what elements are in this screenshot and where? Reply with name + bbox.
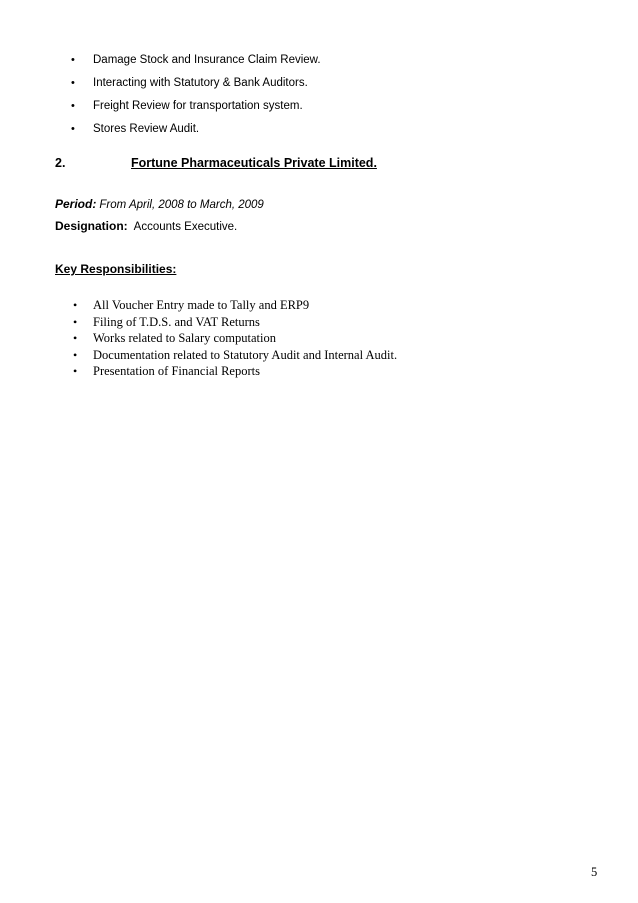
period-label: Period: xyxy=(55,197,97,211)
list-item: • Documentation related to Statutory Audit and Internal Audit. xyxy=(73,347,398,362)
company-name: Fortune Pharmaceuticals Private Limited. xyxy=(131,156,377,170)
bullet-icon: • xyxy=(71,123,75,135)
period-line xyxy=(55,197,264,211)
bullet-icon: • xyxy=(71,77,75,89)
page-number: 5 xyxy=(591,865,598,879)
key-responsibilities-list xyxy=(0,297,397,380)
section-number: 2. xyxy=(55,156,66,170)
bullet-icon: • xyxy=(73,314,78,329)
bullet-icon: • xyxy=(73,347,78,362)
previous-responsibilities-list xyxy=(0,52,321,144)
designation-line xyxy=(55,219,237,233)
list-item: • Presentation of Financial Reports xyxy=(73,364,260,378)
list-item: • All Voucher Entry made to Tally and ERP9 xyxy=(73,298,310,312)
period-value: From April, 2008 to March, 2009 xyxy=(99,199,264,211)
designation-value: Accounts Executive. xyxy=(133,221,238,233)
bullet-icon: • xyxy=(73,331,78,345)
designation-label: Designation: xyxy=(55,219,128,233)
list-item: • Damage Stock and Insurance Claim Review. xyxy=(71,54,321,66)
list-item: • Filing of T.D.S. and VAT Returns xyxy=(73,314,260,329)
bullet-icon: • xyxy=(73,364,78,378)
bullet-icon: • xyxy=(71,54,75,66)
list-item: • Works related to Salary computation xyxy=(73,331,276,345)
list-item: • Interacting with Statutory & Bank Auditors. xyxy=(71,77,308,89)
list-item: • Freight Review for transportation system. xyxy=(71,100,303,112)
bullet-icon: • xyxy=(73,298,78,312)
list-item: • Stores Review Audit. xyxy=(71,123,200,135)
bullet-icon: • xyxy=(71,100,75,112)
key-responsibilities-heading: Key Responsibilities: xyxy=(55,262,177,276)
